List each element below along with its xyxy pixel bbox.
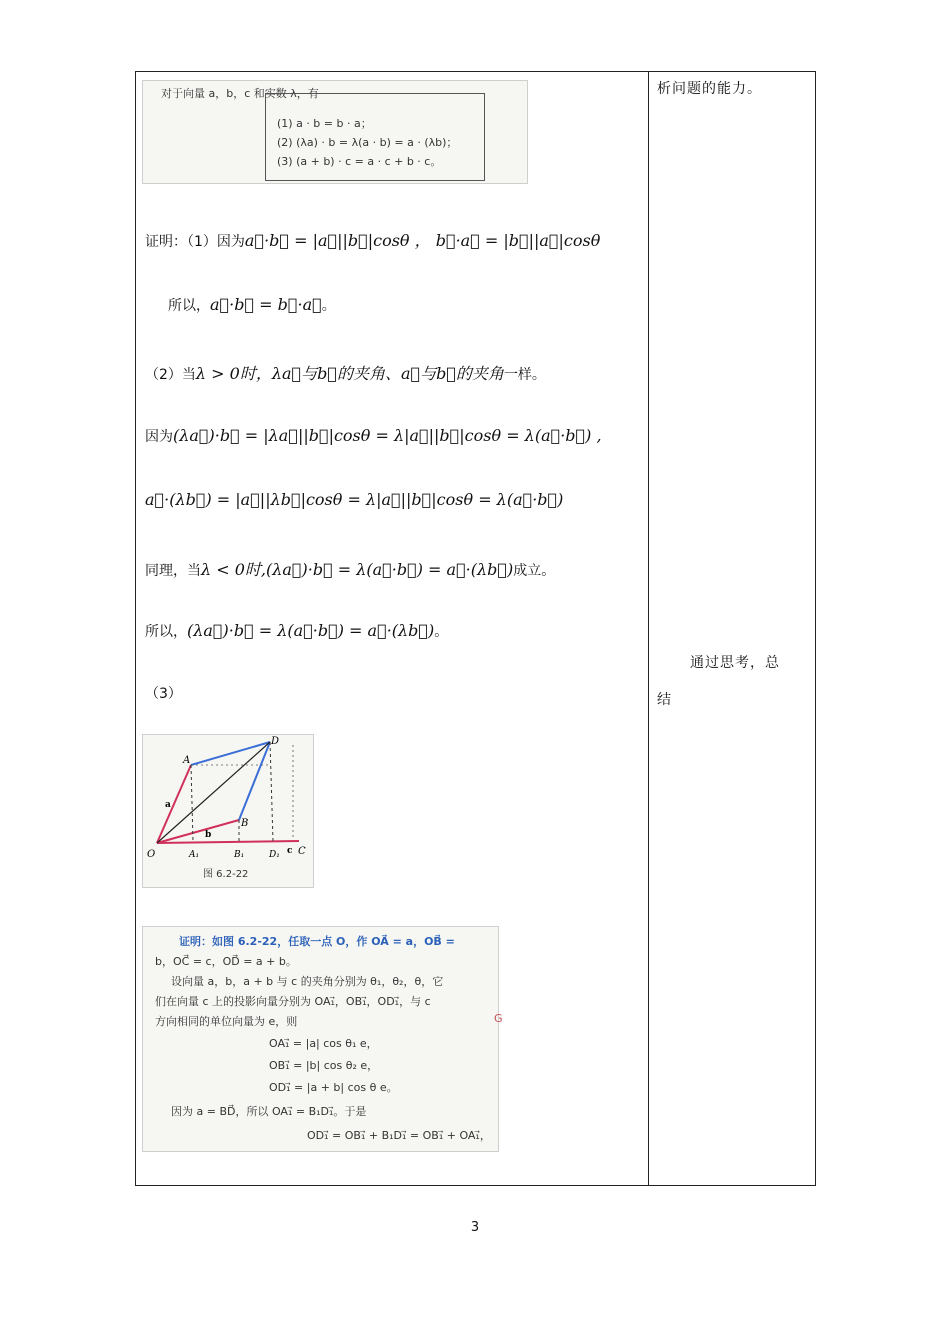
scan-law-1: (1) a · b = b · a； (277, 117, 372, 130)
scan-side-mark: G (494, 1012, 503, 1025)
proof-6-suffix: 成立。 (513, 563, 556, 579)
scan-proof-line-1-text: 证明：如图 6.2-22，任取一点 O，作 OA⃗ = a，OB⃗ = (179, 935, 455, 948)
scan-proof-line-9: 因为 a = BD⃗，所以 OA₁⃗ = B₁D₁⃗。于是 (171, 1105, 367, 1118)
proof-3-label: （2）当 (145, 367, 196, 383)
proof-line-4 (145, 426, 602, 446)
label-b1: B₁ (234, 850, 245, 860)
proof-2-label: 所以， (168, 298, 210, 314)
proof-line-5 (145, 490, 563, 509)
proof-line-7 (145, 621, 448, 641)
proof-6-label: 同理，当 (145, 563, 201, 579)
scan-proof-line-8: OD₁⃗ = |a + b| cos θ e。 (269, 1081, 398, 1094)
scan-law-2: (2) (λa) · b = λ(a · b) = a · (λb)； (277, 136, 458, 149)
proof-1-formula: a⃗·b⃗ = |a⃗||b⃗|cosθ ， b⃗·a⃗ = |b⃗||a⃗|cosθ (244, 231, 601, 250)
figure-caption: 图 6.2-22 (203, 869, 249, 880)
label-vec-b: b (205, 830, 212, 840)
column-divider (648, 71, 649, 1186)
label-vec-a: a (165, 800, 171, 810)
projection-d-line (270, 742, 273, 841)
scan-proof-line-7: OB₁⃗ = |b| cos θ₂ e， (269, 1059, 379, 1072)
proof-2-formula: a⃗·b⃗ = b⃗·a⃗ (210, 295, 322, 314)
right-column-text-1: 析问题的能力。 (657, 81, 762, 97)
right-column-text-2: 通过思考，总 (690, 655, 780, 671)
proof-3-suffix: 一样。 (503, 367, 546, 383)
label-c: C (298, 846, 306, 857)
proof-line-8: （3） (145, 686, 182, 702)
proof-3-formula: λ > 0时，λa⃗与b⃗的夹角、a⃗与b⃗的夹角 (195, 364, 504, 383)
textbook-scan-properties (142, 80, 528, 184)
label-d1: D₁ (269, 850, 280, 860)
proof-7-formula: (λa⃗)·b⃗ = λ(a⃗·b⃗) = a⃗·(λb⃗) (187, 621, 435, 640)
textbook-scan-proof (142, 926, 499, 1152)
proof-line-3 (145, 361, 546, 384)
proof-7-suffix: 。 (434, 624, 449, 640)
scan-proof-line-6: OA₁⃗ = |a| cos θ₁ e， (269, 1037, 378, 1050)
scan-proof-line-4: 们在向量 c 上的投影向量分别为 OA₁⃗，OB₁⃗，OD₁⃗，与 c (155, 995, 431, 1008)
vector-diagram-figure (142, 734, 314, 888)
proof-2-suffix: 。 (321, 298, 336, 314)
right-column-text-3: 结 (657, 692, 672, 708)
vector-oc-line (157, 841, 299, 843)
proof-4-formula: (λa⃗)·b⃗ = |λa⃗||b⃗|cosθ = λ|a⃗||b⃗|cosθ = λ(a⃗·b⃗) , (173, 426, 602, 445)
vector-bd-line (239, 742, 270, 820)
projection-a-line (191, 765, 193, 842)
scan-law-3: (3) (a + b) · c = a · c + b · c。 (277, 155, 442, 168)
vector-diagram-svg (143, 735, 315, 889)
vector-oa-line (157, 765, 191, 843)
proof-6-formula: λ < 0时,(λa⃗)·b⃗ = λ(a⃗·b⃗) = a⃗·(λb⃗) (201, 560, 514, 579)
proof-7-label: 所以， (145, 624, 187, 640)
scan-proof-line-2: b，OC⃗ = c，OD⃗ = a + b。 (155, 955, 297, 968)
label-o: O (147, 849, 156, 860)
scan-proof-line-10: OD₁⃗ = OB₁⃗ + B₁D₁⃗ = OB₁⃗ + OA₁⃗， (307, 1129, 491, 1142)
proof-line-1 (145, 228, 600, 251)
scan-intro: 对于向量 a，b，c 和实数 λ，有 (161, 87, 319, 100)
vector-ad-line (191, 742, 270, 765)
page-number: 3 (470, 1220, 480, 1235)
label-a: A (183, 755, 191, 766)
label-a1: A₁ (189, 850, 200, 860)
proof-4-label: 因为 (145, 429, 173, 445)
scan-proof-line-1 (179, 933, 455, 949)
proof-line-6 (145, 557, 555, 580)
scan-proof-line-3: 设向量 a，b，a + b 与 c 的夹角分别为 θ₁，θ₂，θ，它 (171, 975, 444, 988)
proof-1-label: 证明：（1）因为 (145, 234, 245, 250)
proof-line-2 (168, 295, 336, 315)
label-vec-c: c (287, 846, 293, 856)
proof-5-formula: a⃗·(λb⃗) = |a⃗||λb⃗|cosθ = λ|a⃗||b⃗|cosθ = λ(a⃗·b⃗) (145, 490, 564, 509)
scan-proof-line-5: 方向相同的单位向量为 e，则 (155, 1015, 298, 1028)
label-d: D (271, 736, 280, 747)
label-b: B (241, 818, 249, 829)
